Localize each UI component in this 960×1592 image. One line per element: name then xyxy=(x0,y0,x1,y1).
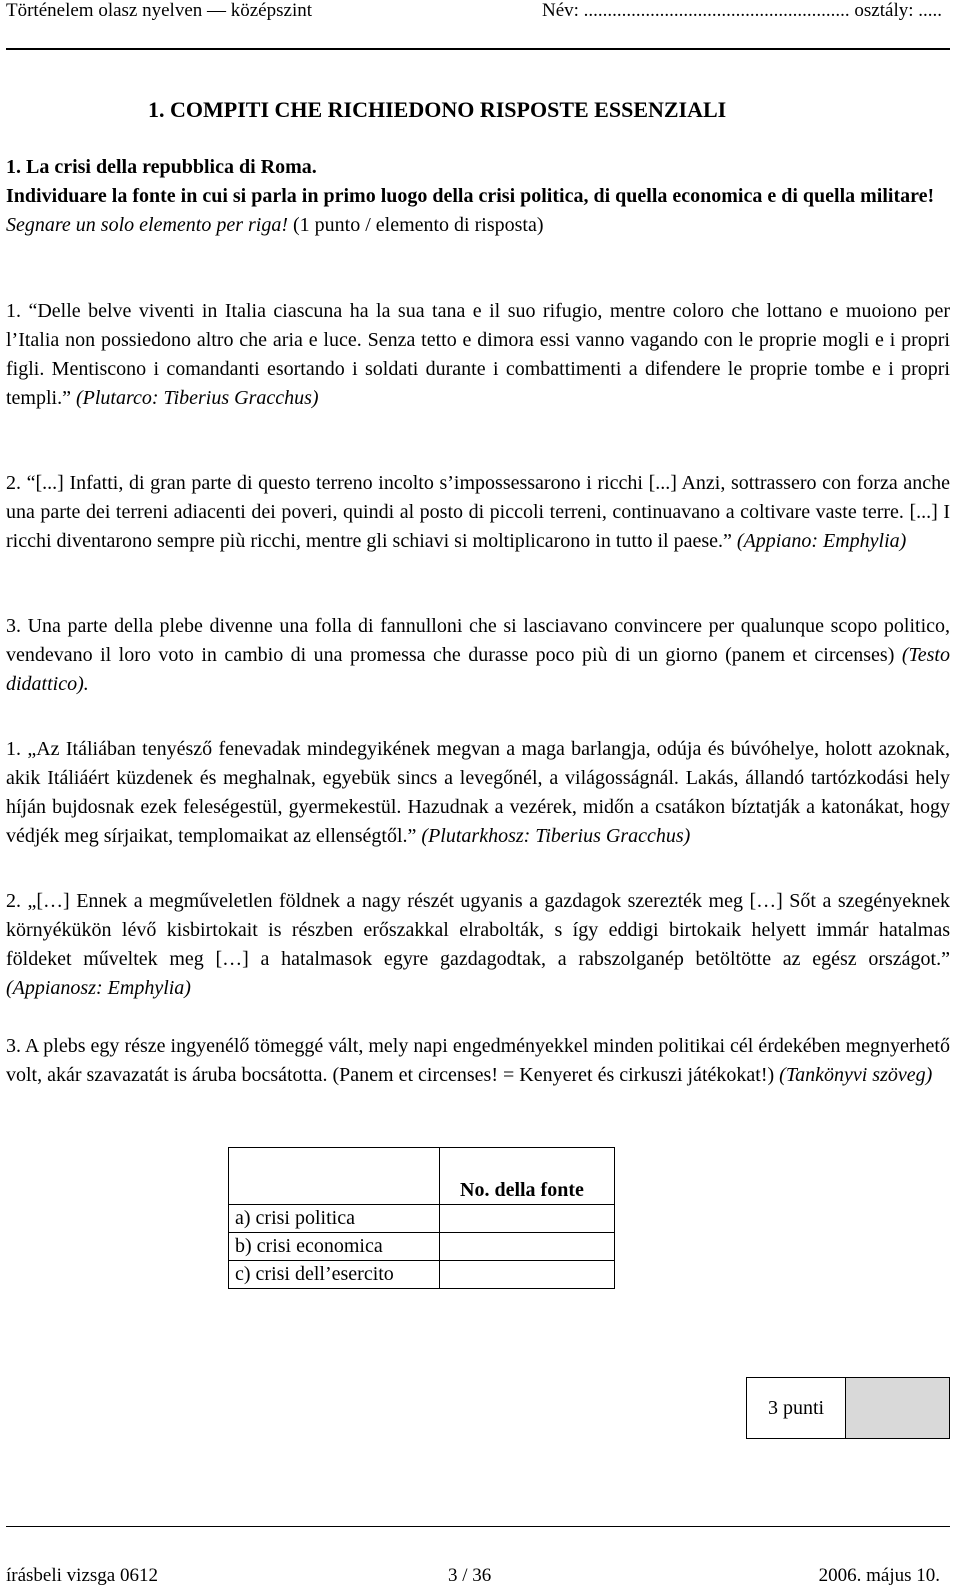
answer-table-header: No. della fonte xyxy=(440,1148,615,1205)
row-label: b) crisi economica xyxy=(229,1233,440,1261)
source-hu-3-cite: (Tankönyvi szöveg) xyxy=(779,1064,933,1086)
source-it-1-text: 1. “Delle belve viventi in Italia ciascuna ha la sua tana e il suo rifugio, mentre coloro che lottano e muoiono per l’Italia non possiedono altro che aria e luce. Senza tetto e dimora essi vanno vagando con le proprie mogli e i propri figli. Mentiscono i comandanti esortando i soldati durante i combattimenti a difendere le proprie tombe e i propri templi.” xyxy=(6,300,950,409)
source-it-2-text: 2. “[...] Infatti, di gran parte di questo terreno incolto s’impossessarono i ricchi [...] Anzi, sottrassero con forza anche una parte dei terreni adiacenti dei poveri, quindi al posto di piccoli terreni, continuavano a coltivare vaste terre. [...] I ricchi diventarono sempre più ricchi, mentre gli schiavi si moltiplicarono in tutto il paese.” xyxy=(6,472,950,552)
answer-cell-political[interactable] xyxy=(440,1205,615,1233)
task-statement xyxy=(6,153,950,240)
source-hu-2 xyxy=(6,887,950,1003)
source-it-2 xyxy=(6,469,950,556)
header-name-class-field: Név: ........................................................ osztály: ..... xyxy=(541,0,942,21)
answer-cell-military[interactable] xyxy=(440,1261,615,1289)
source-hu-2-text: 2. „[…] Ennek a megműveletlen földnek a nagy részét ugyanis a gazdagok szerezték meg […] Sőt a szegényeknek környékükön lévő kisbirtokait is részben erőszakkal elrabolták, s így eddigi birtokaik helyett immár hatalmas földeket műveltek meg […] a hatalmasok egyre gazdagodtak, a rabszolganép betöltötte az egész országot.” xyxy=(6,890,950,970)
table-row xyxy=(229,1205,615,1233)
task-title: 1. La crisi della repubblica di Roma. xyxy=(6,156,317,178)
source-hu-2-cite: (Appianosz: Emphylia) xyxy=(6,977,191,999)
source-it-2-cite: (Appiano: Emphylia) xyxy=(736,530,907,552)
source-it-3 xyxy=(6,612,950,699)
table-row xyxy=(229,1233,615,1261)
header-exam-title: Történelem olasz nyelven — középszint xyxy=(6,0,313,21)
source-it-3-text: 3. Una parte della plebe divenne una folla di fannulloni che si lasciavano convincere per qualunque scopo politico, vendevano il loro voto in cambio di una promessa che durasse poco più di un giorno (panem et circenses) xyxy=(6,615,950,666)
task-instruction-italic: Segnare un solo elemento per riga! xyxy=(6,214,288,236)
footer-page-number: 3 / 36 xyxy=(448,1565,492,1586)
answer-cell-economic[interactable] xyxy=(440,1233,615,1261)
answer-table-corner xyxy=(229,1148,440,1205)
source-it-1-cite: (Plutarco: Tiberius Gracchus) xyxy=(75,387,319,409)
table-row xyxy=(229,1261,615,1289)
source-hu-3 xyxy=(6,1032,950,1090)
source-it-3-cite: (Testo didattico). xyxy=(6,644,950,695)
source-hu-1-cite: (Plutarkhosz: Tiberius Gracchus) xyxy=(421,825,691,847)
task-instruction-bold: Individuare la fonte in cui si parla in primo luogo della crisi politica, di quella economica e di quella militare! xyxy=(6,185,935,207)
score-box xyxy=(746,1377,950,1439)
footer-date: 2006. május 10. xyxy=(818,1565,940,1586)
answer-table xyxy=(228,1147,615,1289)
footer-rule xyxy=(6,1526,950,1527)
section-title: 1. COMPITI CHE RICHIEDONO RISPOSTE ESSENZIALI xyxy=(148,97,727,122)
header-rule xyxy=(6,48,950,50)
answer-table-header-row xyxy=(229,1148,615,1205)
footer-exam-code: írásbeli vizsga 0612 xyxy=(6,1565,158,1586)
task-points: (1 punto / elemento di risposta) xyxy=(292,214,544,236)
source-hu-1 xyxy=(6,735,950,851)
row-label: c) crisi dell’esercito xyxy=(229,1261,440,1289)
source-hu-3-text: 3. A plebs egy része ingyenélő tömeggé vált, mely napi engedményekkel minden politikai cél érdekében megnyerhető volt, akár szavazatát is áruba bocsátotta. (Panem et circenses! = Kenyeret és cirkuszi játékokat!) xyxy=(6,1035,950,1086)
task-instruction xyxy=(6,182,950,240)
score-value-cell[interactable] xyxy=(846,1378,949,1438)
score-label: 3 punti xyxy=(747,1378,846,1438)
source-hu-1-text: 1. „Az Itáliában tenyésző fenevadak mindegyikének megvan a maga barlangja, odúja és búvóhelye, holott azoknak, akik Itáliáért küzdenek és meghalnak, egyebük sincs a levegőnél, a világosságnál. Lakás, állandó tartózkodási hely híján bujdosnak ezek feleségestül, gyermekestül. Hazudnak a vezérek, midőn a csatákon bíztatják a katonákat, hogy védjék meg sírjaikat, templomaikat az ellenségtől.” xyxy=(6,738,950,847)
row-label: a) crisi politica xyxy=(229,1205,440,1233)
source-it-1 xyxy=(6,297,950,413)
